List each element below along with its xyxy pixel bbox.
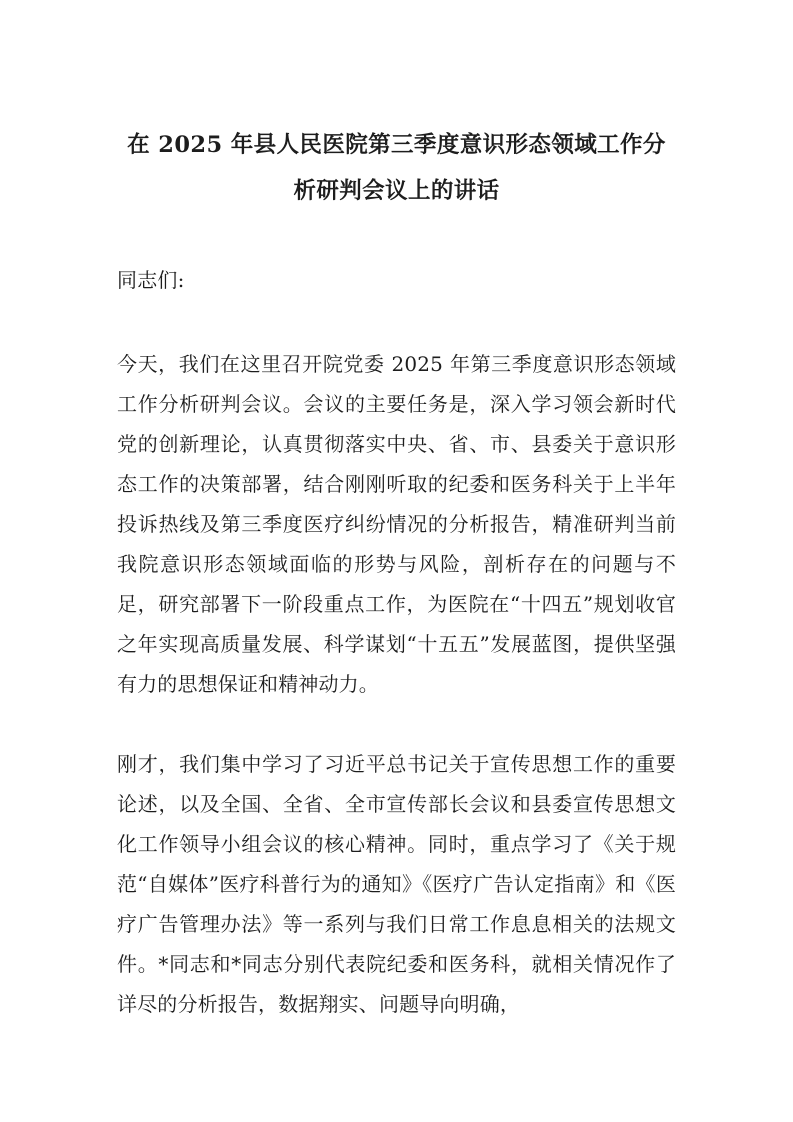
salutation: 同志们:: [117, 268, 185, 292]
document-title-line-2: 析研判会议上的讲话: [293, 178, 500, 204]
body-paragraph-2: 刚才，我们集中学习了习近平总书记关于宣传思想工作的重要论述，以及全国、全省、全市宣传部长会议和县委宣传思想文化工作领导小组会议的核心精神。同时，重点学习了《关于规范“自媒体”医疗科普行为的通知》《医疗广告认定指南》和《医疗广告管理办法》等一系列与我们日常工作息息相关的法规文件。*同志和*同志分别代表院纪委和医务科，就相关情况作了详尽的分析报告，数据翔实、问题导向明确，: [117, 752, 676, 1016]
document-title-line-1: 在 2025 年县人民医院第三季度意识形态领域工作分: [127, 132, 666, 158]
document-content: [117, 0, 676, 1024]
body-paragraph-1: 今天，我们在这里召开院党委 2025 年第三季度意识形态领域工作分析研判会议。会议的主要任务是，深入学习领会新时代党的创新理论，认真贯彻落实中央、省、市、县委关于意识形态工作的决策部署，结合刚刚听取的纪委和医务科关于上半年投诉热线及第三季度医疗纠纷情况的分析报告，精准研判当前我院意识形态领域面临的形势与风险，剖析存在的问题与不足，研究部署下一阶段重点工作，为医院在“十四五”规划收官之年实现高质量发展、科学谋划“十五五”发展蓝图，提供坚强有力的思想保证和精神动力。: [117, 352, 676, 696]
document-title: [117, 0, 676, 214]
